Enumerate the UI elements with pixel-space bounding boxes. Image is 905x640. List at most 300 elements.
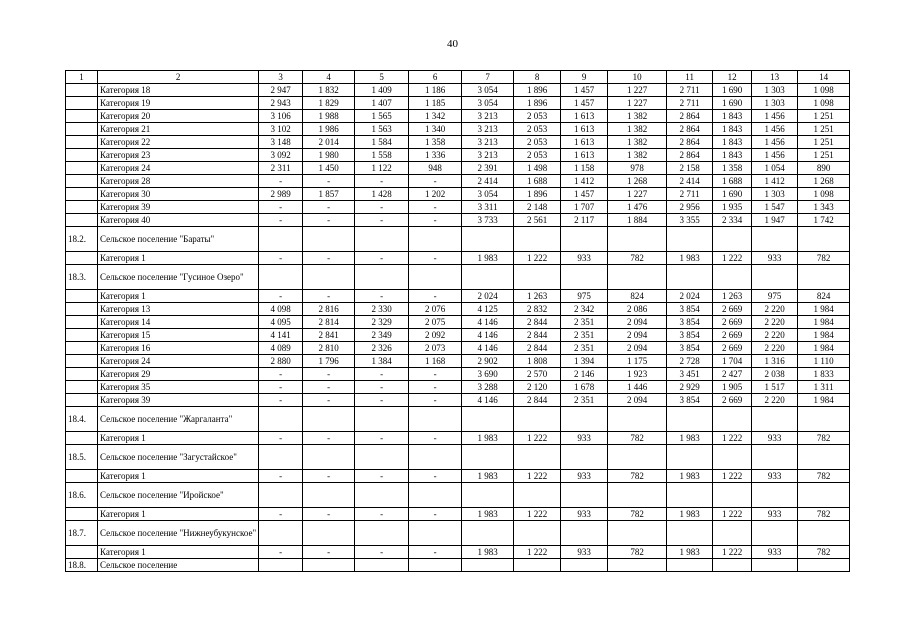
- empty-cell: [303, 407, 355, 432]
- value-cell: 1 098: [798, 97, 850, 110]
- empty-cell: [303, 559, 355, 572]
- table-row: [66, 149, 850, 162]
- value-cell: 1 563: [355, 123, 409, 136]
- section-number-cell: 18.4.: [66, 407, 98, 432]
- value-cell: 1 923: [608, 368, 667, 381]
- empty-cell: [303, 483, 355, 508]
- value-cell: 3 854: [667, 342, 713, 355]
- table-row: [66, 136, 850, 149]
- table-row: [66, 201, 850, 214]
- value-cell: 4 141: [259, 329, 303, 342]
- value-cell: 4 095: [259, 316, 303, 329]
- category-name-cell: Категория 30: [98, 188, 259, 201]
- section-number-cell: 18.6.: [66, 483, 98, 508]
- value-cell: 1 394: [561, 355, 608, 368]
- value-cell: 2 158: [667, 162, 713, 175]
- empty-cell: [798, 407, 850, 432]
- value-cell: -: [303, 214, 355, 227]
- value-cell: 824: [608, 290, 667, 303]
- section-number-cell: 18.5.: [66, 445, 98, 470]
- section-row: [66, 521, 850, 546]
- table-row: [66, 84, 850, 97]
- column-header: 9: [561, 71, 608, 84]
- table-body: [66, 71, 850, 572]
- value-cell: -: [259, 470, 303, 483]
- row-number-cell: [66, 342, 98, 355]
- row-number-cell: [66, 508, 98, 521]
- row-number-cell: [66, 252, 98, 265]
- value-cell: -: [303, 368, 355, 381]
- value-cell: 1 251: [798, 110, 850, 123]
- value-cell: 2 073: [409, 342, 462, 355]
- row-number-cell: [66, 470, 98, 483]
- value-cell: 1 407: [355, 97, 409, 110]
- empty-cell: [355, 445, 409, 470]
- empty-cell: [713, 559, 752, 572]
- page-number: 40: [447, 38, 458, 50]
- table-row: [66, 303, 850, 316]
- value-cell: 933: [561, 546, 608, 559]
- empty-cell: [355, 265, 409, 290]
- value-cell: 1 168: [409, 355, 462, 368]
- table-row: [66, 252, 850, 265]
- section-row: [66, 265, 850, 290]
- value-cell: 2 351: [561, 329, 608, 342]
- section-name-cell: Сельское поселение "Нижнеубукунское": [98, 521, 259, 546]
- empty-cell: [713, 445, 752, 470]
- table-row: [66, 508, 850, 521]
- empty-cell: [303, 445, 355, 470]
- value-cell: 2 075: [409, 316, 462, 329]
- empty-cell: [752, 265, 798, 290]
- value-cell: 2 956: [667, 201, 713, 214]
- value-cell: 1 983: [667, 432, 713, 445]
- value-cell: 2 053: [514, 136, 561, 149]
- category-name-cell: Категория 29: [98, 368, 259, 381]
- value-cell: 1 983: [667, 508, 713, 521]
- empty-cell: [259, 265, 303, 290]
- value-cell: 2 880: [259, 355, 303, 368]
- value-cell: 782: [608, 432, 667, 445]
- value-cell: 2 329: [355, 316, 409, 329]
- value-cell: 2 864: [667, 136, 713, 149]
- value-cell: 1 843: [713, 110, 752, 123]
- value-cell: 2 326: [355, 342, 409, 355]
- value-cell: -: [303, 394, 355, 407]
- value-cell: 1 227: [608, 84, 667, 97]
- value-cell: 1 690: [713, 97, 752, 110]
- category-name-cell: Категория 19: [98, 97, 259, 110]
- value-cell: 1 382: [608, 136, 667, 149]
- empty-cell: [561, 445, 608, 470]
- value-cell: 2 220: [752, 394, 798, 407]
- empty-cell: [713, 265, 752, 290]
- value-cell: 2 728: [667, 355, 713, 368]
- value-cell: 948: [409, 162, 462, 175]
- value-cell: 2 092: [409, 329, 462, 342]
- empty-cell: [713, 521, 752, 546]
- table-row: [66, 123, 850, 136]
- section-name-cell: Сельское поселение "Иройское": [98, 483, 259, 508]
- empty-cell: [561, 483, 608, 508]
- value-cell: 1 110: [798, 355, 850, 368]
- category-name-cell: Категория 15: [98, 329, 259, 342]
- value-cell: 1 268: [798, 175, 850, 188]
- value-cell: 2 669: [713, 316, 752, 329]
- section-row: [66, 483, 850, 508]
- row-number-cell: [66, 175, 98, 188]
- value-cell: -: [355, 290, 409, 303]
- value-cell: 2 053: [514, 123, 561, 136]
- empty-cell: [667, 445, 713, 470]
- table-row: [66, 381, 850, 394]
- value-cell: 1 843: [713, 123, 752, 136]
- category-name-cell: Категория 20: [98, 110, 259, 123]
- category-name-cell: Категория 1: [98, 508, 259, 521]
- table-row: [66, 470, 850, 483]
- value-cell: 1 456: [752, 123, 798, 136]
- value-cell: -: [409, 432, 462, 445]
- empty-cell: [561, 559, 608, 572]
- row-number-cell: [66, 368, 98, 381]
- empty-cell: [462, 483, 514, 508]
- column-header: 10: [608, 71, 667, 84]
- category-name-cell: Категория 35: [98, 381, 259, 394]
- value-cell: 782: [608, 508, 667, 521]
- category-name-cell: Категория 40: [98, 214, 259, 227]
- value-cell: 3 213: [462, 149, 514, 162]
- category-name-cell: Категория 1: [98, 290, 259, 303]
- value-cell: 1 340: [409, 123, 462, 136]
- empty-cell: [752, 407, 798, 432]
- section-number-cell: 18.7.: [66, 521, 98, 546]
- value-cell: 4 146: [462, 316, 514, 329]
- value-cell: 2 669: [713, 329, 752, 342]
- empty-cell: [409, 227, 462, 252]
- value-cell: 2 334: [713, 214, 752, 227]
- empty-cell: [409, 521, 462, 546]
- value-cell: 3 102: [259, 123, 303, 136]
- value-cell: 1 884: [608, 214, 667, 227]
- value-cell: 1 222: [713, 546, 752, 559]
- value-cell: 2 947: [259, 84, 303, 97]
- value-cell: 2 148: [514, 201, 561, 214]
- value-cell: 2 146: [561, 368, 608, 381]
- value-cell: 2 349: [355, 329, 409, 342]
- value-cell: 782: [798, 432, 850, 445]
- value-cell: 2 053: [514, 110, 561, 123]
- column-header: 1: [66, 71, 98, 84]
- column-header: 13: [752, 71, 798, 84]
- empty-cell: [561, 407, 608, 432]
- empty-cell: [259, 559, 303, 572]
- value-cell: 2 902: [462, 355, 514, 368]
- value-cell: 3 733: [462, 214, 514, 227]
- value-cell: 1 409: [355, 84, 409, 97]
- value-cell: 1 986: [303, 123, 355, 136]
- value-cell: 1 222: [514, 508, 561, 521]
- row-number-cell: [66, 355, 98, 368]
- table-row: [66, 97, 850, 110]
- category-name-cell: Категория 1: [98, 470, 259, 483]
- table-row: [66, 355, 850, 368]
- value-cell: -: [259, 252, 303, 265]
- table-row: [66, 162, 850, 175]
- value-cell: 2 076: [409, 303, 462, 316]
- value-cell: 2 330: [355, 303, 409, 316]
- value-cell: 2 414: [667, 175, 713, 188]
- empty-cell: [303, 521, 355, 546]
- value-cell: -: [259, 394, 303, 407]
- value-cell: 1 980: [303, 149, 355, 162]
- row-number-cell: [66, 149, 98, 162]
- empty-cell: [355, 227, 409, 252]
- empty-cell: [514, 445, 561, 470]
- value-cell: 1 517: [752, 381, 798, 394]
- value-cell: 4 125: [462, 303, 514, 316]
- value-cell: -: [303, 290, 355, 303]
- value-cell: 3 213: [462, 123, 514, 136]
- row-number-cell: [66, 201, 98, 214]
- value-cell: 1 222: [514, 252, 561, 265]
- value-cell: 1 843: [713, 149, 752, 162]
- value-cell: 2 094: [608, 342, 667, 355]
- value-cell: -: [303, 470, 355, 483]
- empty-cell: [514, 483, 561, 508]
- value-cell: 933: [561, 508, 608, 521]
- empty-cell: [798, 445, 850, 470]
- value-cell: 1 098: [798, 84, 850, 97]
- empty-cell: [752, 483, 798, 508]
- section-name-cell: Сельское поселение "Гусиное Озеро": [98, 265, 259, 290]
- value-cell: 1 547: [752, 201, 798, 214]
- value-cell: 1 833: [798, 368, 850, 381]
- value-cell: 1 384: [355, 355, 409, 368]
- value-cell: 1 688: [713, 175, 752, 188]
- empty-cell: [713, 227, 752, 252]
- category-name-cell: Категория 24: [98, 355, 259, 368]
- value-cell: 1 412: [752, 175, 798, 188]
- table-row: [66, 316, 850, 329]
- value-cell: 1 382: [608, 123, 667, 136]
- value-cell: 1 428: [355, 188, 409, 201]
- value-cell: 1 983: [667, 546, 713, 559]
- column-header: 8: [514, 71, 561, 84]
- value-cell: 1 896: [514, 84, 561, 97]
- category-name-cell: Категория 39: [98, 201, 259, 214]
- empty-cell: [608, 227, 667, 252]
- value-cell: -: [303, 201, 355, 214]
- value-cell: -: [409, 290, 462, 303]
- empty-cell: [259, 227, 303, 252]
- row-number-cell: [66, 84, 98, 97]
- value-cell: 1 457: [561, 84, 608, 97]
- value-cell: 4 146: [462, 394, 514, 407]
- value-cell: -: [409, 394, 462, 407]
- table-row: [66, 175, 850, 188]
- table-row: [66, 432, 850, 445]
- value-cell: 2 351: [561, 342, 608, 355]
- value-cell: 782: [608, 470, 667, 483]
- value-cell: 3 054: [462, 97, 514, 110]
- value-cell: 2 117: [561, 214, 608, 227]
- category-name-cell: Категория 1: [98, 546, 259, 559]
- value-cell: -: [355, 470, 409, 483]
- empty-cell: [608, 521, 667, 546]
- value-cell: 1 742: [798, 214, 850, 227]
- table-row: [66, 214, 850, 227]
- category-name-cell: Категория 21: [98, 123, 259, 136]
- category-name-cell: Категория 22: [98, 136, 259, 149]
- value-cell: 1 358: [713, 162, 752, 175]
- value-cell: 1 905: [713, 381, 752, 394]
- table-row: [66, 110, 850, 123]
- section-name-cell: Сельское поселение: [98, 559, 259, 572]
- value-cell: -: [259, 290, 303, 303]
- value-cell: 1 251: [798, 149, 850, 162]
- empty-cell: [355, 407, 409, 432]
- column-header: 3: [259, 71, 303, 84]
- empty-cell: [462, 407, 514, 432]
- value-cell: 2 989: [259, 188, 303, 201]
- section-name-cell: Сельское поселение "Жаргаланта": [98, 407, 259, 432]
- value-cell: 1 412: [561, 175, 608, 188]
- value-cell: 1 303: [752, 97, 798, 110]
- value-cell: 824: [798, 290, 850, 303]
- value-cell: 1 988: [303, 110, 355, 123]
- empty-cell: [303, 265, 355, 290]
- table-row: [66, 368, 850, 381]
- value-cell: -: [409, 470, 462, 483]
- value-cell: 933: [561, 470, 608, 483]
- value-cell: 1 498: [514, 162, 561, 175]
- table-row: [66, 188, 850, 201]
- value-cell: 1 829: [303, 97, 355, 110]
- value-cell: 1 984: [798, 303, 850, 316]
- value-cell: 3 288: [462, 381, 514, 394]
- category-name-cell: Категория 18: [98, 84, 259, 97]
- value-cell: 1 984: [798, 342, 850, 355]
- empty-cell: [667, 559, 713, 572]
- empty-cell: [561, 521, 608, 546]
- value-cell: 782: [798, 508, 850, 521]
- value-cell: 1 983: [462, 252, 514, 265]
- value-cell: -: [259, 214, 303, 227]
- empty-cell: [667, 227, 713, 252]
- value-cell: 1 303: [752, 84, 798, 97]
- row-number-cell: [66, 188, 98, 201]
- value-cell: 933: [561, 252, 608, 265]
- value-cell: 1 202: [409, 188, 462, 201]
- value-cell: -: [303, 252, 355, 265]
- value-cell: 2 220: [752, 329, 798, 342]
- value-cell: 1 983: [667, 252, 713, 265]
- value-cell: 1 688: [514, 175, 561, 188]
- empty-cell: [409, 559, 462, 572]
- value-cell: 2 053: [514, 149, 561, 162]
- value-cell: 782: [798, 470, 850, 483]
- empty-cell: [462, 521, 514, 546]
- empty-cell: [514, 559, 561, 572]
- value-cell: 975: [752, 290, 798, 303]
- empty-cell: [514, 407, 561, 432]
- value-cell: 978: [608, 162, 667, 175]
- category-name-cell: Категория 28: [98, 175, 259, 188]
- value-cell: 1 222: [713, 252, 752, 265]
- value-cell: -: [355, 546, 409, 559]
- value-cell: 1 690: [713, 188, 752, 201]
- column-header: 6: [409, 71, 462, 84]
- value-cell: 3 854: [667, 316, 713, 329]
- value-cell: 1 690: [713, 84, 752, 97]
- header-row: [66, 71, 850, 84]
- value-cell: 2 351: [561, 394, 608, 407]
- category-name-cell: Категория 13: [98, 303, 259, 316]
- section-number-cell: 18.8.: [66, 559, 98, 572]
- value-cell: 3 451: [667, 368, 713, 381]
- value-cell: -: [409, 175, 462, 188]
- value-cell: 1 303: [752, 188, 798, 201]
- empty-cell: [752, 445, 798, 470]
- value-cell: 2 311: [259, 162, 303, 175]
- value-cell: 2 024: [462, 290, 514, 303]
- value-cell: 2 220: [752, 342, 798, 355]
- empty-cell: [667, 483, 713, 508]
- value-cell: 1 704: [713, 355, 752, 368]
- value-cell: 1 382: [608, 149, 667, 162]
- value-cell: 1 983: [462, 432, 514, 445]
- value-cell: 2 220: [752, 303, 798, 316]
- empty-cell: [409, 265, 462, 290]
- value-cell: 3 355: [667, 214, 713, 227]
- empty-cell: [259, 407, 303, 432]
- empty-cell: [798, 227, 850, 252]
- value-cell: 3 054: [462, 188, 514, 201]
- empty-cell: [409, 483, 462, 508]
- value-cell: 1 456: [752, 110, 798, 123]
- value-cell: 1 343: [798, 201, 850, 214]
- empty-cell: [608, 559, 667, 572]
- value-cell: 1 158: [561, 162, 608, 175]
- value-cell: -: [259, 381, 303, 394]
- value-cell: -: [303, 381, 355, 394]
- value-cell: 1 175: [608, 355, 667, 368]
- value-cell: 933: [752, 508, 798, 521]
- column-header: 4: [303, 71, 355, 84]
- empty-cell: [608, 445, 667, 470]
- value-cell: 1 983: [462, 508, 514, 521]
- value-cell: 933: [752, 546, 798, 559]
- empty-cell: [798, 483, 850, 508]
- category-name-cell: Категория 24: [98, 162, 259, 175]
- value-cell: 4 089: [259, 342, 303, 355]
- value-cell: 1 222: [514, 432, 561, 445]
- value-cell: -: [259, 432, 303, 445]
- value-cell: 2 391: [462, 162, 514, 175]
- value-cell: 1 857: [303, 188, 355, 201]
- value-cell: 1 446: [608, 381, 667, 394]
- value-cell: 975: [561, 290, 608, 303]
- row-number-cell: [66, 432, 98, 445]
- value-cell: 4 098: [259, 303, 303, 316]
- value-cell: 2 844: [514, 329, 561, 342]
- row-number-cell: [66, 381, 98, 394]
- empty-cell: [608, 407, 667, 432]
- row-number-cell: [66, 316, 98, 329]
- value-cell: 1 122: [355, 162, 409, 175]
- value-cell: 2 086: [608, 303, 667, 316]
- empty-cell: [561, 265, 608, 290]
